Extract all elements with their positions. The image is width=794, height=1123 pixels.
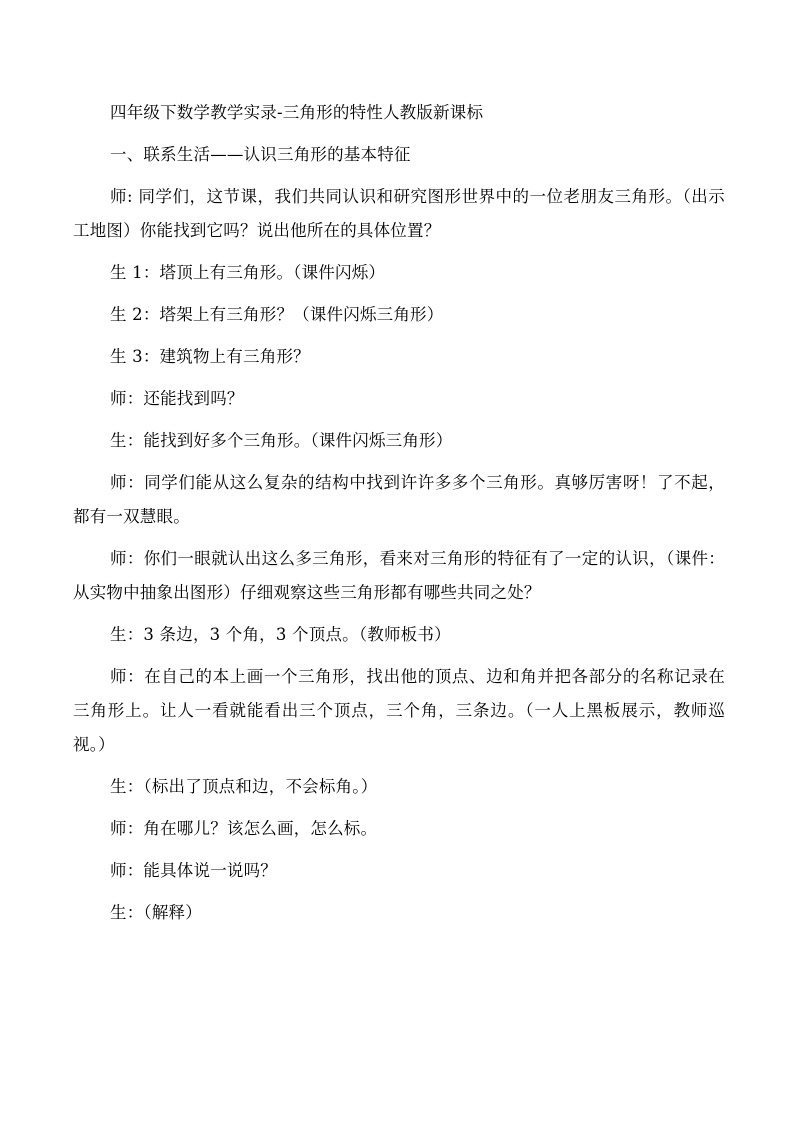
- paragraph: 生：（标出了顶点和边，不会标角。）: [110, 777, 378, 796]
- paragraph: 生：3 条边，3 个角，3 个顶点。（教师板书）: [110, 625, 451, 644]
- paragraph: 师：还能找到吗？: [110, 389, 244, 408]
- paragraph: 师：能具体说一说吗？: [110, 861, 277, 880]
- paragraph: 生 2：塔架上有三角形？（课件闪烁三角形）: [110, 305, 444, 324]
- paragraph: 师: 同学们，这节课，我们共同认识和研究图形世界中的一位老朋友三角形。（出示工地图）你能找到它吗？说出他所在的具体位置？: [73, 187, 725, 240]
- paragraph: 师：在自己的本上画一个三角形，找出他的顶点、边和角并把各部分的名称记录在三角形上。让人一看就能看出三个顶点，三个角，三条边。（一人上黑板展示，教师巡视。）: [73, 667, 725, 754]
- paragraph: 师：角在哪儿？该怎么画，怎么标。: [110, 819, 378, 838]
- section-heading: 一、联系生活——认识三角形的基本特征: [110, 145, 411, 164]
- paragraph: 师：同学们能从这么复杂的结构中找到许许多多个三角形。真够厉害呀！了不起，都有一双慧眼。: [73, 473, 725, 526]
- document-page: [73, 96, 725, 938]
- paragraph: 生 3：建筑物上有三角形？: [110, 347, 310, 366]
- paragraph: 生 1：塔顶上有三角形。（课件闪烁）: [110, 263, 386, 282]
- paragraph: 生：（解释）: [110, 903, 202, 922]
- paragraph: 生：能找到好多个三角形。（课件闪烁三角形）: [110, 431, 453, 450]
- paragraph: 师：你们一眼就认出这么多三角形，看来对三角形的特征有了一定的认识，（课件：从实物中抽象出图形）仔细观察这些三角形都有哪些共同之处？: [73, 549, 725, 602]
- document-title: 四年级下数学教学实录-三角形的特性人教版新课标: [110, 103, 484, 122]
